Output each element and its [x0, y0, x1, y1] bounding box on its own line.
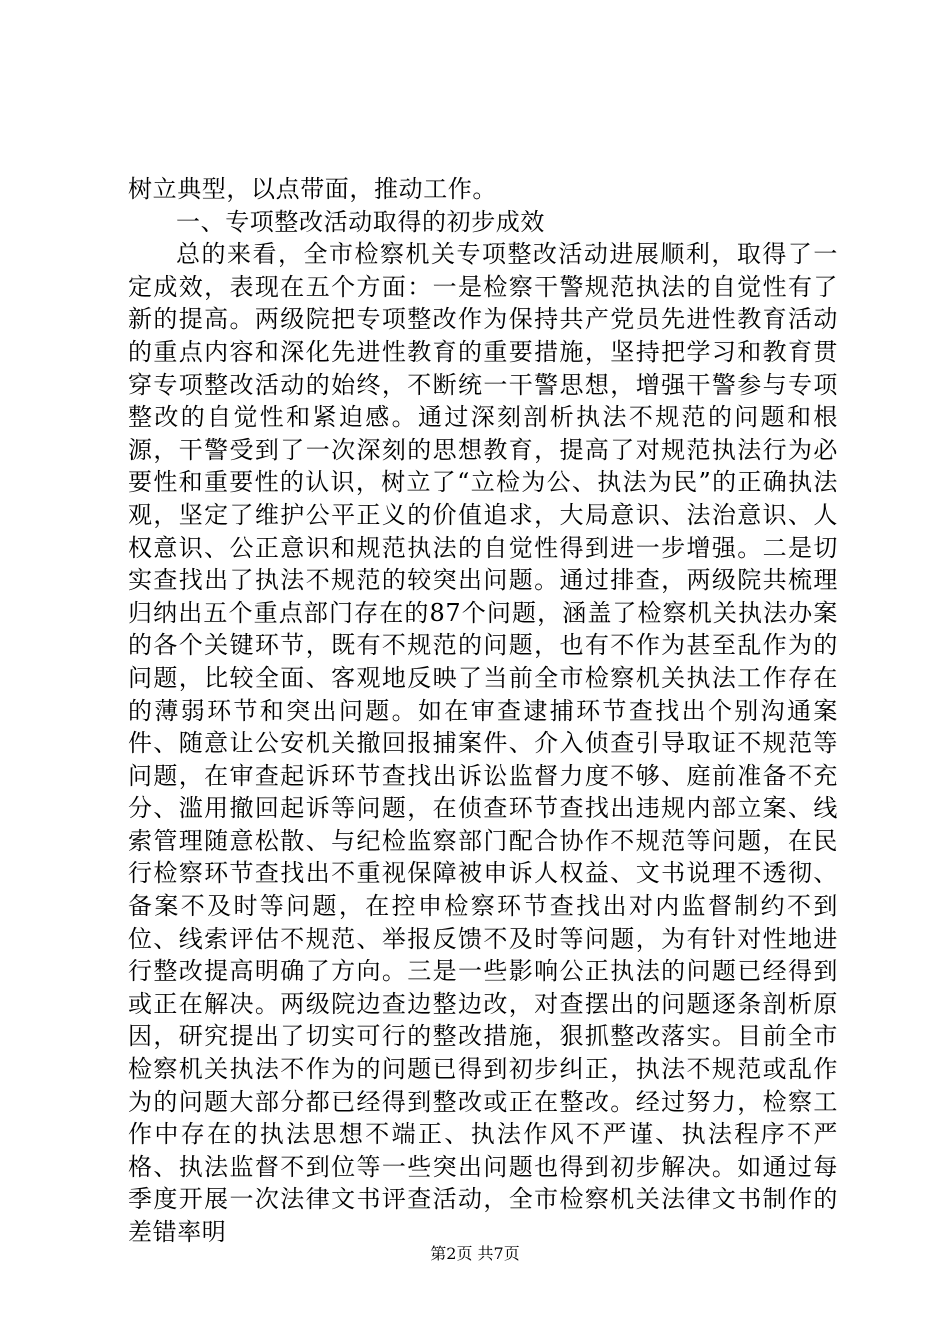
paragraph-main: 总的来看，全市检察机关专项整改活动进展顺利，取得了一定成效，表现在五个方面：一是检察干警规范执法的自觉性有了新的提高。两级院把专项整改作为保持共产党员先进性教育活动的重点内容和深化先进性教育的重要措施，坚持把学习和教育贯穿专项整改活动的始终，不断统一干警思想，增强干警参与专项整改的自觉性和紧迫感。通过深刻剖析执法不规范的问题和根源，干警受到了一次深刻的思想教育，提高了对规范执法行为必要性和重要性的认识，树立了“立检为公、执法为民”的正确执法观，坚定了维护公平正义的价值追求，大局意识、法治意识、人权意识、公正意识和规范执法的自觉性得到进一步增强。二是切实查找出了执法不规范的较突出问题。通过排查，两级院共梳理归纳出五个重点部门存在的87个问题，涵盖了检察机关执法办案的各个关键环节，既有不规范的问题，也有不作为甚至乱作为的问题，比较全面、客观地反映了当前全市检察机关执法工作存在的薄弱环节和突出问题。如在审查逮捕环节查找出个别沟通案件、随意让公安机关撤回报捕案件、介入侦查引导取证不规范等问题，在审查起诉环节查找出诉讼监督力度不够、庭前准备不充分、滥用撤回起诉等问题，在侦查环节查找出违规内部立案、线索管理随意松散、与纪检监察部门配合协作不规范等问题，在民行检察环节查找出不重视保障被申诉人权益、文书说理不透彻、备案不及时等问题，在控申检察环节查找出对内监督制约不到位、线索评估不规范、举报反馈不及时等问题，为有针对性地进行整改提高明确了方向。三是一些影响公正执法的问题已经得到或正在解决。两级院边查边整边改，对查摆出的问题逐条剖析原因，研究提出了切实可行的整改措施，狠抓整改落实。目前全市检察机关执法不作为的问题已得到初步纠正，执法不规范或乱作为的问题大部分都已经得到整改或正在整改。经过努力，检察工作中存在的执法思想不端正、执法作风不严谨、执法程序不严格、执法监督不到位等一些突出问题也得到初步解决。如通过每季度开展一次法律文书评查活动，全市检察机关法律文书制作的差错率明: [128, 240, 838, 1246]
document-body: [128, 173, 838, 1249]
page-footer: 第2页 共7页: [430, 1244, 520, 1263]
paragraph-intro-tail: 树立典型，以点带面，推动工作。: [128, 175, 497, 203]
section-heading: 一、专项整改活动取得的初步成效: [176, 207, 545, 236]
